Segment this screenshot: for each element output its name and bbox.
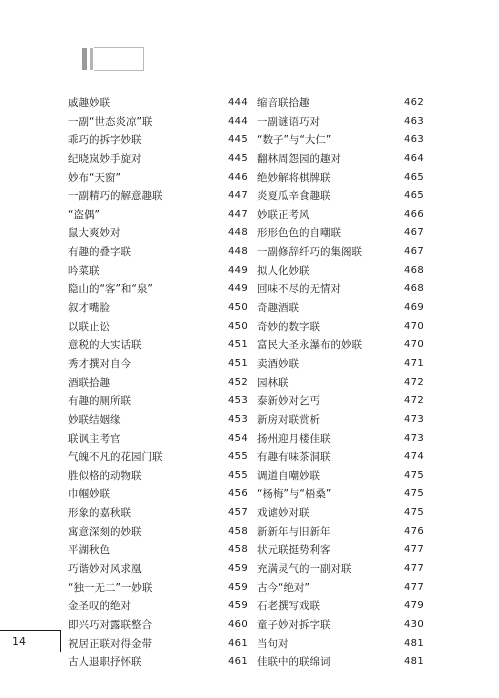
toc-entry-page: 477: [404, 544, 424, 556]
toc-entry: [257, 336, 424, 355]
toc-entry-page: 451: [228, 357, 248, 369]
toc-entry-title: 一副修辞纤巧的集阁联: [257, 246, 362, 259]
toc-entry: [68, 94, 248, 113]
toc-entry-title: “杨梅”与“梧桑”: [257, 488, 332, 501]
toc-entry-page: 453: [228, 395, 248, 407]
toc-entry-title: 奇趣酒联: [257, 302, 299, 315]
toc-entry-title: 卖酒妙联: [257, 357, 299, 370]
toc-entry: [257, 504, 424, 523]
toc-entry-page: 475: [404, 488, 424, 500]
toc-entry-title: 绝妙解将棋牌联: [257, 171, 331, 184]
toc-entry: [257, 206, 424, 225]
toc-entry-title: 一副精巧的解意趣联: [68, 190, 163, 203]
toc-entry: [257, 411, 424, 430]
toc-entry-title: 平湖秋色: [68, 544, 110, 557]
toc-entry-page: 445: [228, 134, 248, 146]
toc-entry: [68, 541, 248, 560]
toc-entry-title: 有趣的叠字联: [68, 246, 131, 259]
toc-entry-title: 酒联拾趣: [68, 376, 110, 389]
toc-entry: [68, 560, 248, 579]
toc-entry-title: 翻林周怨园的趣对: [257, 152, 341, 165]
toc-entry-page: 472: [404, 376, 424, 388]
toc-entry-page: 457: [228, 507, 248, 519]
page-folio: [0, 630, 60, 652]
toc-entry-page: 477: [404, 563, 424, 575]
toc-entry: [68, 616, 248, 635]
toc-entry-page: 463: [404, 115, 424, 127]
toc-entry-page: 481: [404, 656, 424, 668]
toc-entry-page: 453: [228, 413, 248, 425]
toc-entry: [257, 150, 424, 169]
toc-entry: [68, 187, 248, 206]
toc-entry: [68, 224, 248, 243]
toc-entry-page: 466: [404, 208, 424, 220]
toc-entry: [68, 579, 248, 598]
toc-entry-title: 巾帼妙联: [68, 488, 110, 501]
toc-entry-page: 463: [404, 134, 424, 146]
toc-entry: [257, 616, 424, 635]
toc-entry-title: 金圣叹的绝对: [68, 600, 131, 613]
toc-entry: [257, 94, 424, 113]
toc-entry: [257, 560, 424, 579]
toc-entry: [68, 355, 248, 374]
toc-entry: [68, 262, 248, 281]
toc-entry-page: 447: [228, 208, 248, 220]
toc-entry: [257, 355, 424, 374]
toc-entry-title: 一副谜语巧对: [257, 115, 320, 128]
toc-entry-title: 乖巧的拆字妙联: [68, 134, 142, 147]
toc-entry-title: 纪晓岚妙手旋对: [68, 152, 142, 165]
toc-entry: [257, 374, 424, 393]
toc-entry: [257, 224, 424, 243]
toc-entry-page: 447: [228, 190, 248, 202]
toc-entry-page: 473: [404, 432, 424, 444]
toc-column-left: [68, 94, 248, 672]
toc-entry-page: 459: [228, 600, 248, 612]
toc-entry: [68, 392, 248, 411]
toc-entry: [68, 150, 248, 169]
toc-entry-page: 465: [404, 190, 424, 202]
toc-entry-page: 446: [228, 171, 248, 183]
toc-entry-page: 460: [228, 618, 248, 630]
toc-entry-page: 477: [404, 581, 424, 593]
toc-entry-page: 430: [404, 618, 424, 630]
toc-entry: [257, 318, 424, 337]
toc-entry: [257, 485, 424, 504]
toc-entry-title: 石老撰写戏联: [257, 600, 320, 613]
toc-entry: [257, 448, 424, 467]
toc-entry: [257, 430, 424, 449]
toc-entry-title: 祝居正联对得金带: [68, 637, 152, 650]
toc-entry-page: 472: [404, 395, 424, 407]
toc-entry-title: “数子”与“大仁”: [257, 134, 332, 147]
toc-entry-page: 456: [228, 488, 248, 500]
toc-entry-page: 449: [228, 283, 248, 295]
toc-entry-title: 缩音联拾趣: [257, 97, 310, 109]
toc-entry-title: 泰新妙对乞丐: [257, 395, 320, 408]
toc-entry-page: 469: [404, 302, 424, 314]
toc-entry-page: 451: [228, 339, 248, 351]
toc-entry: [68, 635, 248, 654]
toc-entry-page: 481: [404, 637, 424, 649]
toc-entry-page: 473: [404, 413, 424, 425]
toc-entry-title: 鼠大爽妙对: [68, 227, 121, 240]
toc-entry-title: “盗偶”: [68, 208, 100, 221]
page-number: 14: [12, 635, 26, 648]
toc-entry-title: 气魄不凡的花园门联: [68, 451, 163, 464]
toc-entry-title: 新新年与旧新年: [257, 525, 331, 538]
toc-entry: [68, 336, 248, 355]
toc-entry: [68, 243, 248, 262]
toc-entry-page: 476: [404, 525, 424, 537]
toc-entry: [257, 635, 424, 654]
toc-entry-page: 479: [404, 600, 424, 612]
toc-entry-page: 459: [228, 563, 248, 575]
toc-entry: [68, 653, 248, 672]
toc-entry-title: 新房对联赏析: [257, 413, 320, 426]
toc-entry-page: 461: [228, 656, 248, 668]
toc-entry-title: 奇妙的数字联: [257, 320, 320, 333]
toc-entry-page: 471: [404, 357, 424, 369]
toc-entry-page: 465: [404, 171, 424, 183]
toc-entry: [68, 206, 248, 225]
toc-entry-page: 458: [228, 525, 248, 537]
toc-entry-page: 455: [228, 469, 248, 481]
toc-entry-page: 468: [404, 283, 424, 295]
toc-entry-title: 即兴巧对露联整合: [68, 618, 152, 631]
toc-entry-page: 448: [228, 227, 248, 239]
toc-entry-title: 巧谐妙对风求凰: [68, 563, 142, 576]
toc-entry: [257, 653, 424, 672]
toc-entry-page: 458: [228, 544, 248, 556]
toc-entry-title: 联讽主考官: [68, 432, 121, 445]
toc-entry-page: 459: [228, 581, 248, 593]
toc-entry-page: 448: [228, 246, 248, 258]
toc-entry-page: 462: [404, 97, 424, 108]
toc-entry-title: 一副“世态炎凉”联: [68, 115, 153, 128]
toc-entry-title: 妙联正考风: [257, 208, 310, 221]
toc-entry-page: 467: [404, 246, 424, 258]
toc-entry: [68, 169, 248, 188]
toc-entry: [257, 169, 424, 188]
toc-entry-page: 461: [228, 637, 248, 649]
toc-entry-title: 拟人化妙联: [257, 264, 310, 277]
toc-entry: [257, 131, 424, 150]
toc-entry-page: 470: [404, 339, 424, 351]
toc-entry: [257, 523, 424, 542]
toc-entry-page: 444: [228, 97, 248, 108]
toc-entry: [68, 318, 248, 337]
toc-entry-page: 455: [228, 451, 248, 463]
toc-entry-title: 叙才嘴脸: [68, 302, 110, 315]
toc-entry-title: 以联止讼: [68, 320, 110, 333]
toc-entry-title: 隐山的“客”和“泉”: [68, 283, 153, 296]
toc-entry-page: 464: [404, 152, 424, 164]
toc-entry-title: 园林联: [257, 376, 289, 389]
toc-entry: [257, 541, 424, 560]
toc-entry: [257, 579, 424, 598]
toc-entry: [68, 430, 248, 449]
toc-entry-page: 450: [228, 302, 248, 314]
toc-entry-title: 吟菜联: [68, 264, 100, 277]
toc-entry-title: 童子妙对拆字联: [257, 618, 331, 631]
toc-entry-title: 戏谑妙对联: [257, 507, 310, 520]
toc-entry-title: 炎夏瓜辛食趣联: [257, 190, 331, 203]
toc-entry-title: 有趣的厕所联: [68, 395, 131, 408]
toc-entry: [257, 243, 424, 262]
toc-entry: [68, 299, 248, 318]
toc-entry-page: 470: [404, 320, 424, 332]
toc-entry-title: 意税的大实话联: [68, 339, 142, 352]
toc-entry-page: 474: [404, 451, 424, 463]
toc-entry-page: 454: [228, 432, 248, 444]
toc-entry: [257, 299, 424, 318]
toc-entry-page: 475: [404, 507, 424, 519]
toc-entry-title: 妙布“天窗”: [68, 171, 121, 184]
toc-entry: [68, 374, 248, 393]
toc-entry-title: 古今“绝对”: [257, 581, 310, 594]
toc-entry: [68, 131, 248, 150]
toc-entry: [68, 467, 248, 486]
toc-entry: [68, 411, 248, 430]
toc-entry-page: 450: [228, 320, 248, 332]
toc-entry-title: 形形色色的自嘲联: [257, 227, 341, 240]
toc-entry: [257, 280, 424, 299]
toc-entry-title: 寓意深刻的妙联: [68, 525, 142, 538]
toc-entry-title: 回味不尽的无情对: [257, 283, 341, 296]
toc-entry-title: 富民大圣永瀑布的妙联: [257, 339, 362, 352]
toc-entry-page: 449: [228, 264, 248, 276]
toc-entry-title: 调道自嘲妙联: [257, 469, 320, 482]
toc-entry-title: 形象的嘉秋联: [68, 507, 131, 520]
toc-entry-title: 古人退职抒怀联: [68, 656, 142, 669]
toc-entry: [257, 597, 424, 616]
toc-entry-title: 当句对: [257, 637, 289, 650]
toc-entry-page: 445: [228, 152, 248, 164]
toc-column-right: [257, 94, 424, 672]
toc-entry: [68, 504, 248, 523]
toc-entry-title: 充满灵气的一副对联: [257, 563, 352, 576]
toc-entry-title: 状元联挺势利客: [257, 544, 331, 557]
toc-entry-title: 佳联中的联绵词: [257, 656, 331, 669]
toc-entry: [68, 523, 248, 542]
toc-entry: [257, 187, 424, 206]
toc-entry-title: “独一无二”一妙联: [68, 581, 153, 594]
toc-entry: [68, 113, 248, 132]
toc-entry-title: 扬州迎月楼佳联: [257, 432, 331, 445]
toc-entry-title: 戚趣妙联: [68, 97, 110, 109]
toc-entry-title: 秀才撰对自今: [68, 357, 131, 370]
toc-entry-page: 475: [404, 469, 424, 481]
toc-entry-page: 444: [228, 115, 248, 127]
toc-entry: [257, 392, 424, 411]
toc-entry: [68, 280, 248, 299]
toc-entry-page: 468: [404, 264, 424, 276]
toc-entry: [257, 467, 424, 486]
toc-entry: [257, 113, 424, 132]
toc-entry-title: 有趣有味茶洞联: [257, 451, 331, 464]
toc-entry-title: 妙联结姻缘: [68, 413, 121, 426]
toc-entry: [68, 448, 248, 467]
toc-entry: [68, 485, 248, 504]
toc-entry: [257, 262, 424, 281]
section-header-ornament: [82, 47, 144, 71]
toc-entry-page: 467: [404, 227, 424, 239]
toc-entry-page: 452: [228, 376, 248, 388]
toc-entry-title: 胜似格的动物联: [68, 469, 142, 482]
toc-entry: [68, 597, 248, 616]
